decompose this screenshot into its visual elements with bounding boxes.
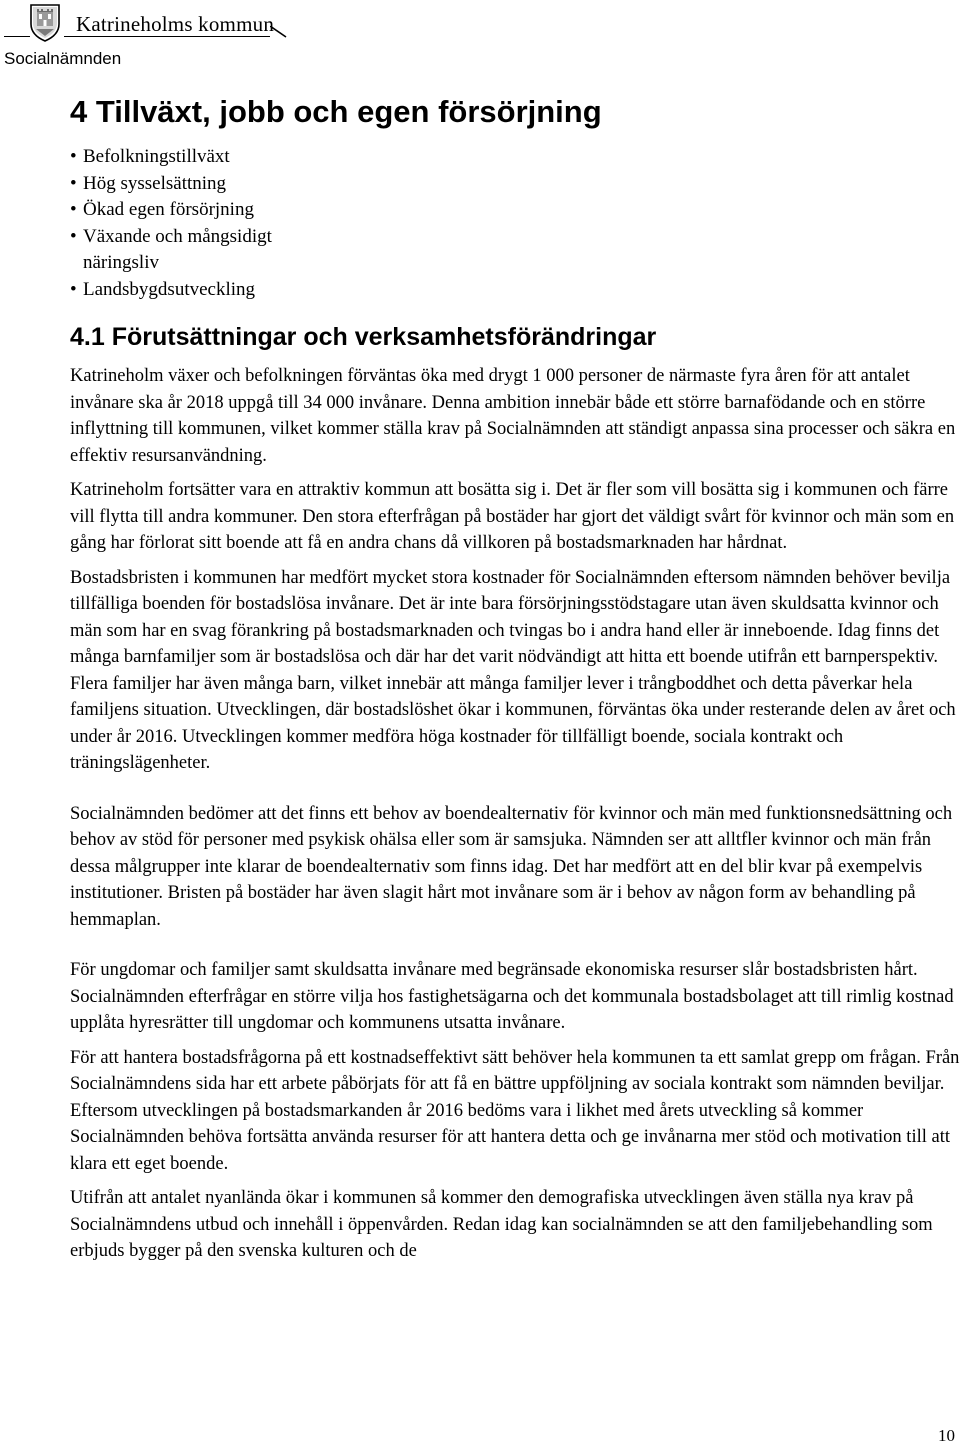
coat-of-arms-icon (28, 2, 62, 42)
list-item: • Landsbygdsutveckling (70, 277, 330, 304)
organization-name: Katrineholms kommun (76, 12, 275, 36)
paragraph: Bostadsbristen i kommunen har medfört mycket stora kostnader för Socialnämnden eftersom nämnden behöver bevilja tillfälliga boenden för bostadslösa invånare. Det är inte bara försörjningsstödstagare utan även skuldsatta kvinnor och män som har en svag förankring på bostadsmarknaden och tvingas bo i andra hand eller är inneboende. Idag finns det många barnfamiljer som är bostadslösa och där har det varit nödvändigt att hitta ett boende utifrån ett barnperspektiv. Flera familjer har även många barn, vilket innebär att många familjer lever i trångboddhet och detta påverkar hela familjens situation. Utvecklingen, där bostadslöshet ökar i kommunen, förväntas öka under resterande delen av året och under år 2016. Utvecklingen kommer medföra höga kostnader för tillfälligt boende, sociala kontrakt och träningslägenheter. (70, 567, 956, 773)
list-item: • Ökad egen försörjning (70, 197, 330, 224)
document-body (70, 92, 960, 1273)
department-name: Socialnämnden (4, 49, 122, 68)
section-heading: 4 Tillväxt, jobb och egen försörjning (70, 94, 602, 129)
paragraph: Utifrån att antalet nyanlända ökar i kommunen så kommer den demografiska utvecklingen även ställa nya krav på Socialnämndens utbud och innehåll i öppenvården. Redan idag kan socialnämnden se att den familjebehandling som erbjuds bygger på den svenska kulturen och de (70, 1188, 933, 1261)
list-item: • Växande och mångsidigt näringsliv (70, 224, 330, 277)
subsection-heading: 4.1 Förutsättningar och verksamhetsförändringar (70, 323, 657, 351)
paragraph: Katrineholm växer och befolkningen förväntas öka med drygt 1 000 personer de närmaste fyra åren för att antalet invånare ska år 2018 uppgå till 34 000 invånare. Denna ambition innebär både ett större barnafödande och en större inflyttning till kommunen, vilket kommer ställa krav på Socialnämnden att ständigt anpassa sina processer och säkra en effektiv resursanvändning. (70, 366, 956, 466)
page-number: 10 (938, 1426, 955, 1445)
paragraph: Socialnämnden bedömer att det finns ett behov av boendealternativ för kvinnor och män med funktionsnedsättning och behov av stöd för personer med psykisk ohälsa eller som är samsjuka. Nämnden ser att alltfler kvinnor och män från dessa målgrupper inte klarar de boendealternativ som finns idag. Det har medfört att en del blir kvar på exempelvis institutioner. Bristen på bostäder har även slagit hårt mot invånare som är i behov av någon form av behandling på hemmaplan. (70, 803, 953, 930)
list-item: • Befolkningstillväxt (70, 144, 330, 171)
paragraph: Katrineholm fortsätter vara en attraktiv kommun att bosätta sig i. Det är fler som vill bosätta sig i kommunen och färre vill flytta till andra kommuner. Den stora efterfrågan på bostäder har gjort det väldigt svårt för kvinnor och män som en gång har förlorat sitt boende att få en andra chans då villkoren på bostadsmarknaden har hårdnat. (70, 480, 955, 553)
list-item: • Hög sysselsättning (70, 171, 330, 198)
page-header (0, 0, 960, 80)
paragraph: För att hantera bostadsfrågorna på ett kostnadseffektivt sätt behöver hela kommunen ta ett samlat grepp om frågan. Från Socialnämndens sida har ett arbete påbörjats för att få en bättre uppföljning av sociala kontrakt som nämnden beviljar. Eftersom utvecklingen på bostadsmarkanden år 2016 bedöms vara i likhet med årets utveckling så kommer Socialnämnden behöva fortsätta använda resurser för att hantera detta och ge invånarna mer stöd och motivation till att klara ett eget boende. (70, 1047, 960, 1174)
paragraph: För ungdomar och familjer samt skuldsatta invånare med begränsade ekonomiska resurser slår bostadsbristen hårt. Socialnämnden efterfrågar en större vilja hos fastighetsägarna och det kommunala bostadsbolaget att till rimlig kostnad upplåta hyresrätter till ungdomar och kommunens utsatta invånare. (70, 960, 954, 1033)
header-rule-left (4, 36, 30, 37)
goal-list (70, 144, 330, 303)
